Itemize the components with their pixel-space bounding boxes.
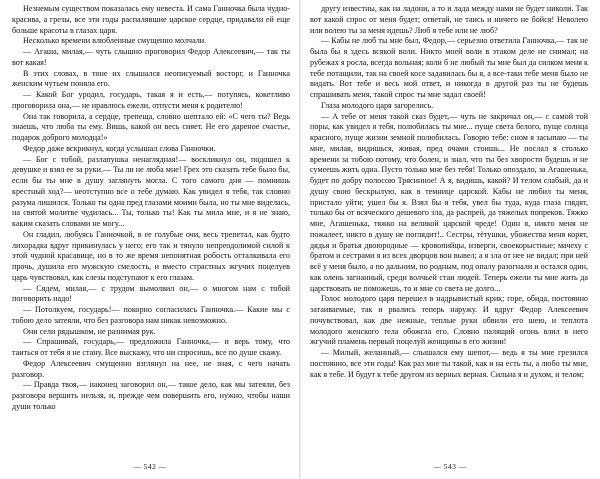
paragraph: — Кабы не люб ты мне был, Федор,— серьезно ответила Ганночка,— так не была бы я здесь всякой воли. Никто моей воли в этаком деле не снимал; на рубежах я росла, всегда вольная; коли б не любый ты мне был да силком меня к тебе потащили, так на своей косе задавилась бы я, а все-таки тебе меня было не видать. Вот тебе и весь мой ответ, и никогда в другой раз ты не будешь спрашивать меня, такой спрос ты мне задал своей! [310, 36, 588, 99]
right-page-text [310, 4, 588, 448]
paragraph: — Какой Бог уродил, государь, такая я и есть,— потупясь, кокетливо проговорила она,— не нравлюсь ежели, отпусти меня к родителю! [12, 90, 290, 110]
paragraph: В этих словах, в тоне их слышался неописуемый восторг, и Ганночка женским чутьем поняла его. [12, 68, 290, 89]
paragraph: — Потолкуем, государь!— покорно согласилась Ганночка.— Какие мы с тобою дело затеяли, что без разговора нам никак невозможно. [12, 305, 290, 325]
paragraph: Она так говорила, а сердце, трепеща, словно шептало ей: «С чего ты? Ведь знаешь, что люба ты ему. Вишь, какой он весь сияет. Не его дареное счастье, подарок доброго молодца!» [12, 111, 290, 142]
paragraph: — Бог с тобой, разлапушка ненаглядная!— воскликнул он, подошел к девушке и взял ее за руки.— Ты ли не люба мне! Грех это сказать тебе было бы, если бы ты мне в душу заглянуть могла. С того самого дня — помнишь крестный ход?— неотступно все о тебе думаю. Как увидел я тебя, так словно разума лишился. Только ты одна пред глазами моими была, но ты мне виделась, на святой молитве чудилась... Ты, только ты! Как ты мила мне, и я не знаю, каким сказать словами не могу... [12, 154, 290, 228]
paragraph: другу известны, как на ладони, а то и лада между нами не будет николи. Так вот какой спрос от меня будет; ответай, не таись и ничего не бойся! Неволею или волею ты за меня идешь? Люб я тебе или не люб? [310, 4, 588, 35]
paragraph: Они сели рядышком, не разнимая рук. [23, 326, 156, 336]
left-page-number: — 542 — [133, 462, 167, 471]
paragraph: Голос молодого царя перешел в надрывистый крик; горе, обида, постоянно затаиваемые, так и рвались теперь наружу. И вдруг Федор Алексеевич почувствовал, как две нежные, теплые руки обвили его шею, и теплота молодого женского тела обожгла его. Словно палящий огонь влил в него жгучий пламень первый поцелуй женщины в его жизни! [310, 294, 588, 347]
right-page [300, 0, 600, 479]
paragraph: — Агаша, милая,— чуть слышно проговорил Федор Алексеевич,— так ты вот какая! [12, 47, 290, 67]
paragraph: Несколько времени влюбленные смущенно молчали. [23, 36, 207, 46]
paragraph: Федор Алексеевич смущенно взглянул на нее, не зная, с чего начать разговор. [12, 358, 290, 379]
paragraph: Глаза молодого царя загорелись. [321, 100, 434, 110]
paragraph: Незнемым существом показалась ему невеста. И сама Ганночка была чудно-красива, а грезы, все эти годы распалявшие царское сердце, придавали ей еще больше красоты в глазах царя. [12, 4, 290, 35]
left-page-text [12, 4, 290, 448]
paragraph: Федор даже вскрикнул, когда услышал слова Ганночки. [23, 143, 216, 153]
paragraph: — А тебе от меня такой сказ будет,— чуть не закричал он,— с самой той поры, как увидел я тебя, полюбилась ты мне... пуще света белого, пуще солнца красного, пуще жизни земной полюбилась. Говорю тебе: сном я засыпаю — ты мне, милая, видишься, живая, пред очами стоишь... Не послал я столько времени за тобою потому, что болен, и знал, что ты без хворости будешь и не сумеешь жить одна. Пусто только мне без тебя! Только опоздало, за Агашенька, будет по добру полосою Трясинное! А я, видишь, какой? И телом слабый, да и душу свою бескрылую, как в темнице царской. Кабы не любил ты меня, пристало уйти; ушел бы я. Взял бы я тебя, увел бы туда, куда глаза глядят, только бы от всяческого дешевого зла, да распрей, да тяжелых попреков. Тяжко мне, Агашенька, тяжко на великой царской чреде! Один я, никто меня не пожалеет, никто в душу не поглядит!.. Сестры, тётушки, убожества меня корят, дядья и братья двоюродные — кровопийцы, изверги, своекорыстные; мачеху с братом и сестрами я из всех дворцов вон вывел; а я зла от нее не видал; при ней всё у меня было, а по дальним, по родным, под опалу разогнали и остался один, как олень загнанный, среди волчьей стаи людей. Теперь ежели ты мне жить да царствовать не поможешь, то и мне со света не долго... [310, 111, 588, 293]
right-page-number: — 543 — [433, 462, 467, 471]
paragraph: — Правда твоя,— наконец заговорил он,— такое дело, как мы затеяли, без разговора вершить нельзя, и, прежде чем повершить его, нужно, чтобы наши души только [12, 380, 290, 411]
paragraph: — Милый, желанный,— слышался ему шепот,— ведь я ты мне грезился постоянно, все эти годы! Как раз мне ты такой, как и на есть ты, а любо ты мне, как я тебе. И будут к тебе другом из верных верная. Сильна я и духом, и телом; [310, 348, 588, 379]
paragraph: — Сядем, милая,— с трудом вымолвил он,— о многом нам с тобой поговорить надо! [12, 283, 290, 304]
paragraph: — Спрашивай, государь,— предложила Ганночка,— и верь тому, что таиться от тебя я не стану. Все выскажу, что ни спросишь, все по душе скажу. [12, 337, 290, 357]
paragraph: Он гладил, любуясь Ганночкой, в ее голубые очи, весь трепетал, как будто лихорадка вдруг прикинулась у него; его так и тянуло непреодолимой силой к этой чудной красавице, но в то же время непонятная робость отталкивала его прочь, душила его мужскую смелость, и вместо страстных жгучих поцелуев царь чувствовал, как слезы подступают к его глазам. [12, 229, 290, 282]
